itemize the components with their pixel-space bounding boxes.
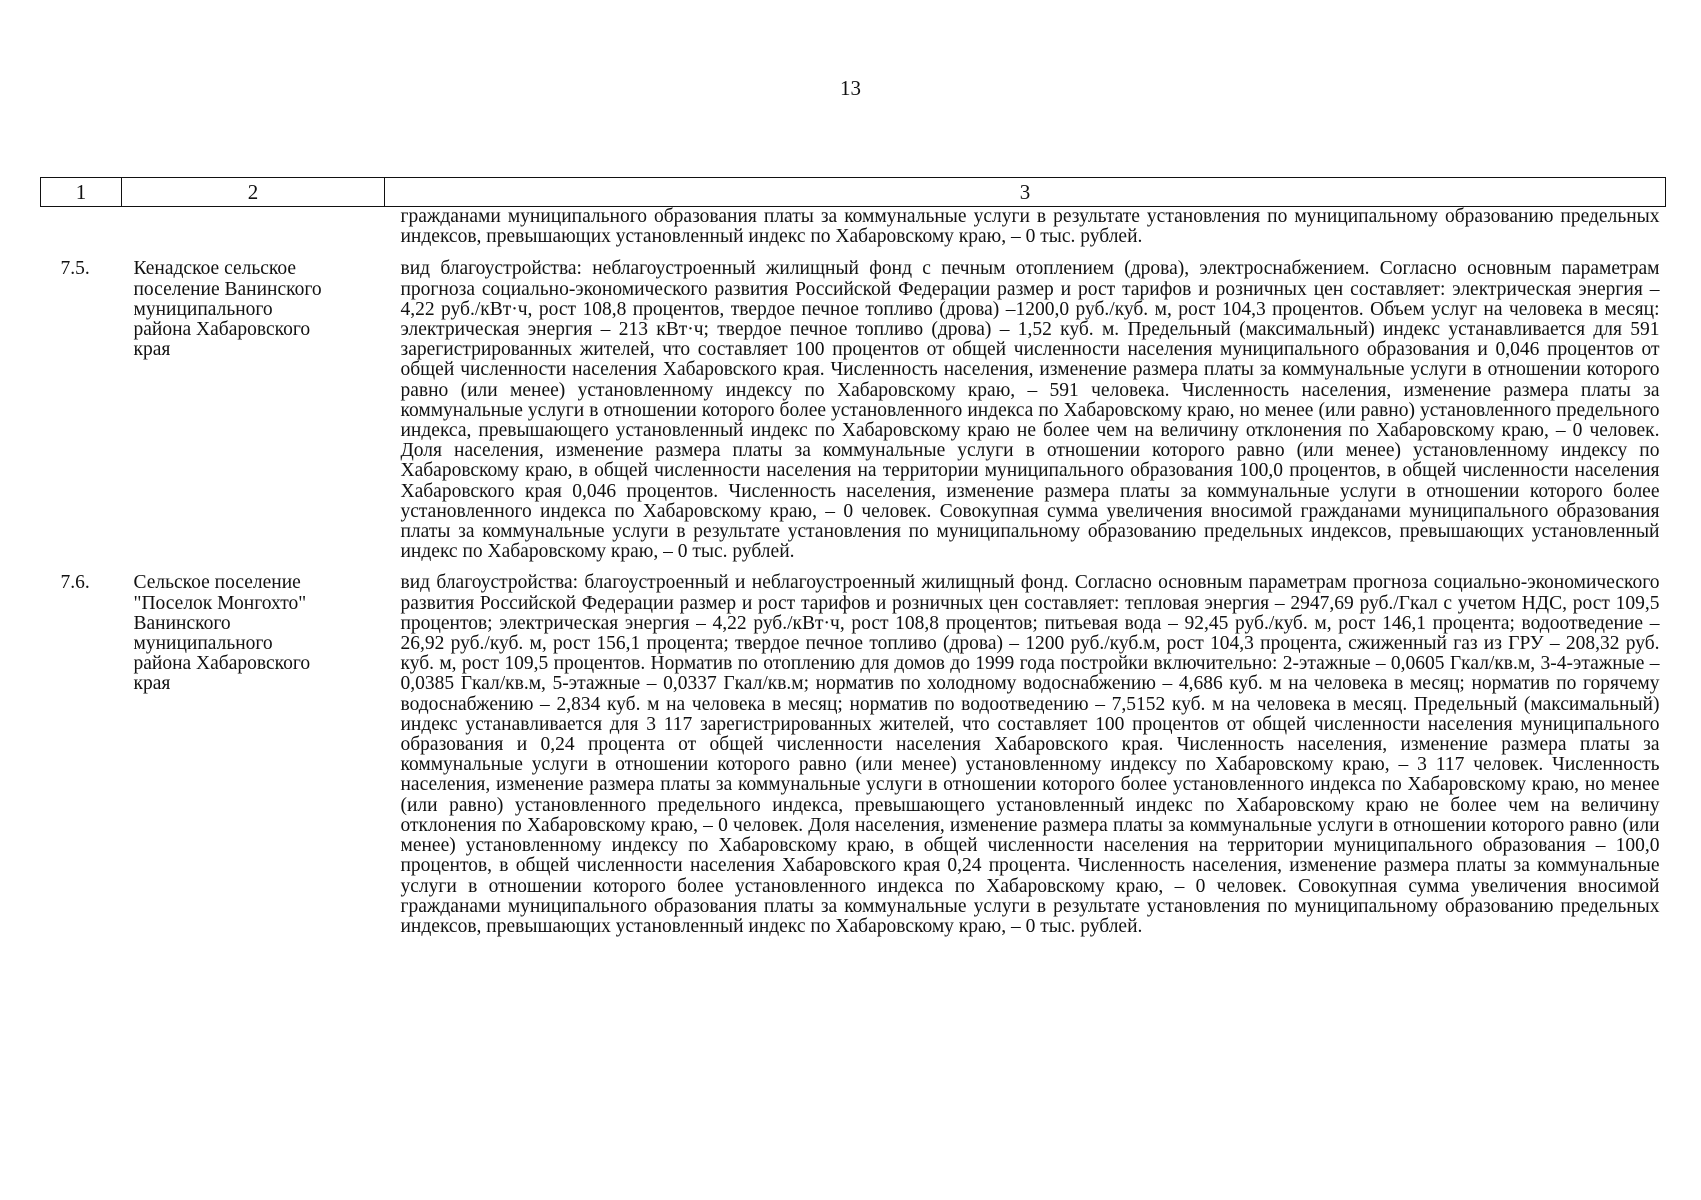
continuation-text: гражданами муниципального образования платы за коммунальные услуги в результате установления по муниципальному образованию предельных индексов, превышающих установленный индекс по Хабаровскому краю, – 0 тыс. рублей. [400,206,1660,248]
settlement-name-line: района Хабаровского [133,319,311,341]
header-row [41,178,1666,207]
row-name-cell [122,207,385,256]
settlement-name-line: края [133,673,171,695]
column-header-1: 1 [41,178,122,207]
settlement-name [122,569,385,937]
column-header-2: 2 [122,178,385,207]
column-header-3: 3 [385,178,1666,207]
settlement-name-line: муниципального [133,633,273,655]
table-row [41,255,1666,569]
row-number: 7.5. [60,258,90,280]
settlement-name-line: "Поселок Монгохто" [133,592,307,614]
settlement-name-line: района Хабаровского [133,653,311,675]
row-number-cell [41,207,122,256]
settlement-name-line: края [133,339,171,361]
settlement-name-line: Кенадское сельское [133,258,297,280]
row-number: 7.6. [60,572,90,594]
settlement-name-line: муниципального [133,298,273,320]
table-row-continuation [41,207,1666,256]
settlement-name-line: поселение Ванинского [133,278,322,300]
settlement-description: вид благоустройства: благоустроенный и неблагоустроенный жилищный фонд. Согласно основным параметрам прогноза социально-экономического развития Российской Федерации размер и рост тарифов и розничных цен составляет: тепловая энергия – 2947,69 руб./Гкал с учетом НДС, рост 109,5 процентов; электрическая энергия – 4,22 руб./кВт·ч, рост 108,8 процентов; питьевая вода – 92,45 руб./куб. м, рост 146,1 процента; водоотведение – 26,92 руб./куб. м, рост 156,1 процента; твердое печное топливо (дрова) – 1200 руб./куб.м, рост 104,3 процента, сжиженный газ из ГРУ – 208,32 руб. куб. м, рост 109,5 процентов. Норматив по отоплению для домов до 1999 года постройки включительно: 2-этажные – 0,0605 Гкал/кв.м, 3-4-этажные – 0,0385 Гкал/кв.м, 5-этажные – 0,0337 Гкал/кв.м; норматив по холодному водоснабжению – 4,686 куб. м на человека в месяц; норматив по горячему водоснабжению – 2,834 куб. м на человека в месяц; норматив по водоотведению – 7,5152 куб. м на человека в месяц. Предельный (максимальный) индекс устанавливается для 3 117 зарегистрированных жителей, что составляет 100 процентов от общей численности населения муниципального образования и 0,24 процента от общей численности населения Хабаровского края. Численность населения, изменение размера платы за коммунальные услуги в отношении которого равно (или менее) установленному индексу по Хабаровскому краю, – 3 117 человек. Численность населения, изменение размера платы за коммунальные услуги в отношении которого более установленного индекса по Хабаровскому краю, но менее (или равно) установленного предельного индекса, превышающего установленный индекс по Хабаровскому краю не более чем на величину отклонения по Хабаровскому краю, – 0 человек. Доля населения, изменение размера платы за коммунальные услуги в отношении которого равно (или менее) установленному индексу по Хабаровскому краю, в общей численности населения на территории муниципального образования – 100,0 процентов, в общей численности населения Хабаровского края 0,24 процента. Численность населения, изменение размера платы за коммунальные услуги в отношении которого более установленного индекса по Хабаровскому краю, – 0 человек. Совокупная сумма увеличения вносимой гражданами муниципального образования платы за коммунальные услуги в результате установления по муниципальному образованию предельных индексов, превышающих установленный индекс по Хабаровскому краю, – 0 тыс. рублей. [400,572,1660,937]
settlement-description: вид благоустройства: неблагоустроенный жилищный фонд с печным отоплением (дрова), электроснабжением. Согласно основным параметрам прогноза социально-экономического развития Российской Федерации размер и рост тарифов и розничных цен составляет: электрическая энергия – 4,22 руб./кВт·ч, рост 108,8 процентов, твердое печное топливо (дрова) –1200,0 руб./куб. м, рост 104,3 процентов. Объем услуг на человека в месяц: электрическая энергия – 213 кВт·ч; твердое печное топливо (дрова) – 1,52 куб. м. Предельный (максимальный) индекс устанавливается для 591 зарегистрированных жителей, что составляет 100 процентов от общей численности населения муниципального образования и 0,046 процентов от общей численности населения Хабаровского края. Численность населения, изменение размера платы за коммунальные услуги в отношении которого равно (или менее) установленному индексу по Хабаровскому краю, – 591 человека. Численность населения, изменение размера платы за коммунальные услуги в отношении которого более установленного индекса по Хабаровскому краю, но менее (или равно) установленного предельного индекса, превышающего установленный индекс по Хабаровскому краю не более чем на величину отклонения по Хабаровскому краю, – 0 человек. Доля населения, изменение размера платы за коммунальные услуги в отношении которого равно (или менее) установленному индексу по Хабаровскому краю, в общей численности населения на территории муниципального образования 100,0 процентов, в общей численности населения Хабаровского края 0,046 процентов. Численность населения, изменение размера платы за коммунальные услуги в отношении которого более установленного индекса по Хабаровскому краю, – 0 человек. Совокупная сумма увеличения вносимой гражданами муниципального образования платы за коммунальные услуги в результате установления по муниципальному образованию предельных индексов, превышающих установленный индекс по Хабаровскому краю, – 0 тыс. рублей. [400,258,1660,563]
table-body [41,207,1666,938]
indices-table [40,177,1666,937]
page-number: 13 [840,76,861,100]
settlement-name-line: Ванинского [133,612,231,634]
settlement-name [122,255,385,569]
table-row [41,569,1666,937]
settlement-name-line: Сельское поселение [133,572,301,594]
table-header [41,178,1666,207]
